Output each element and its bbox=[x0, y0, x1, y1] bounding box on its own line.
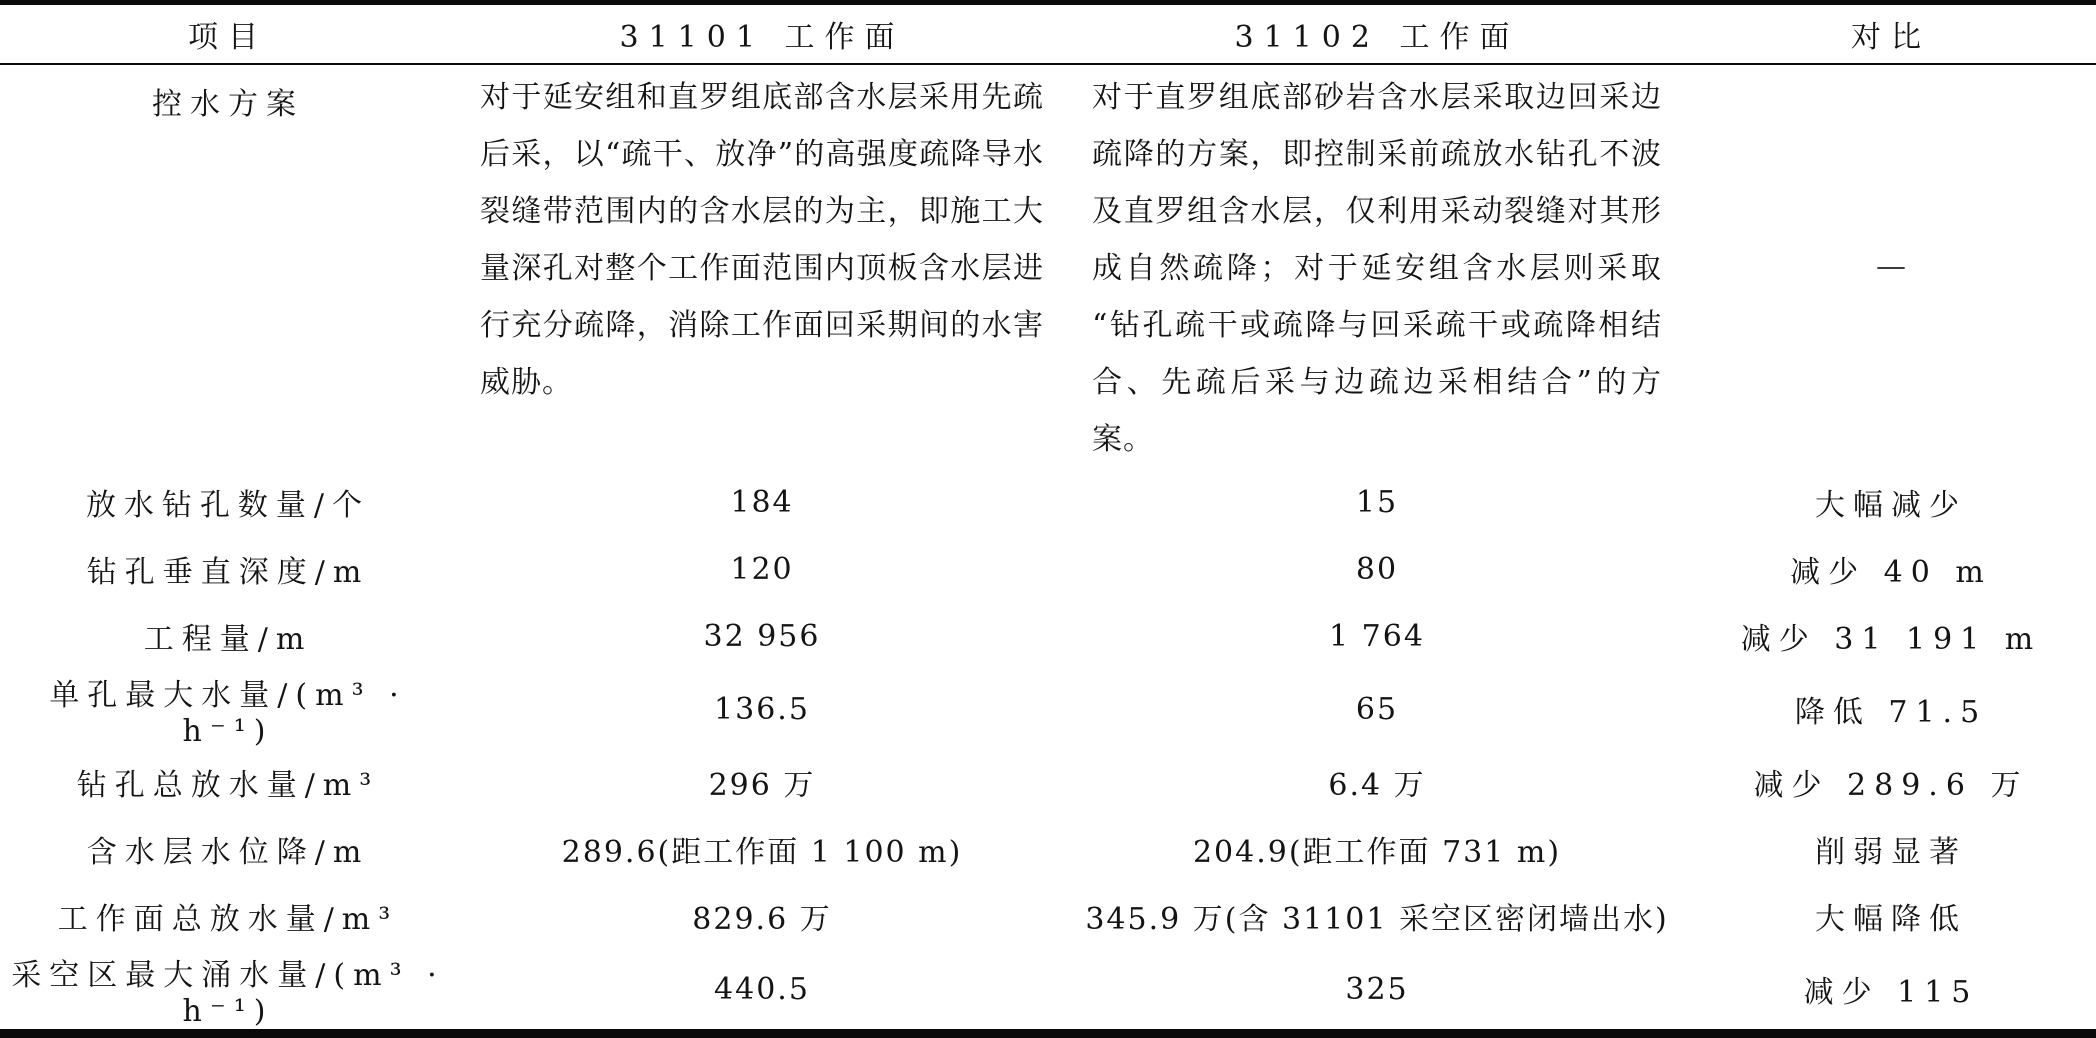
column-header-item: 项目 bbox=[0, 3, 456, 64]
value-31101: 32 956 bbox=[703, 618, 821, 654]
value-31101: 440.5 bbox=[714, 971, 810, 1007]
scheme-text-31102: 对于直罗组底部砂岩含水层采取边回采边疏降的方案，即控制采前疏放水钻孔不波及直罗组含水层，仅利用采动裂缝对其形成自然疏降；对于延安组含水层则采取“钻孔疏干或疏降与回采疏干或疏降相结合、先疏后采与边疏边采相结合”的方案。 bbox=[1092, 79, 1662, 457]
value-31102: 80 bbox=[1355, 551, 1399, 587]
column-header-comparison: 对比 bbox=[1686, 3, 2096, 64]
table-row bbox=[0, 816, 2096, 883]
table-row bbox=[0, 883, 2096, 950]
scheme-text-31101: 对于延安组和直罗组底部含水层采用先疏后采，以“疏干、放净”的高强度疏降导水裂缝带范围内的含水层的为主，即施工大量深孔对整个工作面范围内顶板含水层进行充分疏降，消除工作面回采期间的水害威胁。 bbox=[480, 79, 1044, 400]
row-label: 钻孔垂直深度/m bbox=[86, 555, 370, 590]
header-row bbox=[0, 3, 2096, 64]
table-row bbox=[0, 950, 2096, 1034]
row-label: 含水层水位降/m bbox=[86, 835, 370, 870]
comparison-value: 降低 71.5 bbox=[1794, 695, 1988, 730]
comparison-value: 减少 31 191 m bbox=[1740, 622, 2042, 657]
value-31101: 829.6 万 bbox=[692, 902, 832, 937]
water-control-scheme-row bbox=[0, 64, 2096, 469]
table-row bbox=[0, 749, 2096, 816]
row-label: 放水钻孔数量/个 bbox=[85, 488, 371, 523]
row-label: 工程量/m bbox=[143, 622, 313, 657]
row-label: 采空区最大涌水量/(m³ · h⁻¹) bbox=[11, 957, 445, 1029]
table-row bbox=[0, 670, 2096, 749]
row-label: 钻孔总放水量/m³ bbox=[76, 768, 380, 803]
value-31101: 136.5 bbox=[714, 691, 810, 727]
row-label: 工作面总放水量/m³ bbox=[57, 902, 399, 937]
value-31101: 289.6(距工作面 1 100 m) bbox=[561, 835, 963, 870]
scheme-comparison-dash: — bbox=[1876, 249, 1906, 284]
row-label: 单孔最大水量/(m³ · h⁻¹) bbox=[49, 677, 407, 749]
value-31102: 1 764 bbox=[1329, 618, 1425, 654]
comparison-value: 减少 115 bbox=[1803, 975, 1979, 1010]
table-body bbox=[0, 64, 2096, 1034]
comparison-value: 大幅减少 bbox=[1815, 488, 1967, 523]
row-label: 控水方案 bbox=[152, 86, 304, 122]
table-row bbox=[0, 536, 2096, 603]
column-header-face-31102: 31102 工作面 bbox=[1068, 3, 1686, 64]
value-31102: 6.4 万 bbox=[1328, 768, 1426, 803]
value-31102: 325 bbox=[1345, 971, 1409, 1007]
comparison-value: 大幅降低 bbox=[1815, 902, 1967, 937]
comparison-value: 减少 289.6 万 bbox=[1753, 768, 2029, 803]
value-31101: 120 bbox=[730, 551, 794, 587]
table-row bbox=[0, 469, 2096, 536]
comparison-value: 削弱显著 bbox=[1815, 835, 1967, 870]
value-31101: 184 bbox=[730, 484, 794, 520]
column-header-face-31101: 31101 工作面 bbox=[456, 3, 1068, 64]
value-31102: 204.9(距工作面 731 m) bbox=[1192, 835, 1562, 870]
value-31101: 296 万 bbox=[708, 768, 816, 803]
table-row bbox=[0, 603, 2096, 670]
value-31102: 15 bbox=[1355, 484, 1399, 520]
comparison-value: 减少 40 m bbox=[1790, 555, 1992, 590]
value-31102: 345.9 万(含 31101 采空区密闭墙出水) bbox=[1085, 902, 1669, 937]
value-31102: 65 bbox=[1355, 691, 1399, 727]
